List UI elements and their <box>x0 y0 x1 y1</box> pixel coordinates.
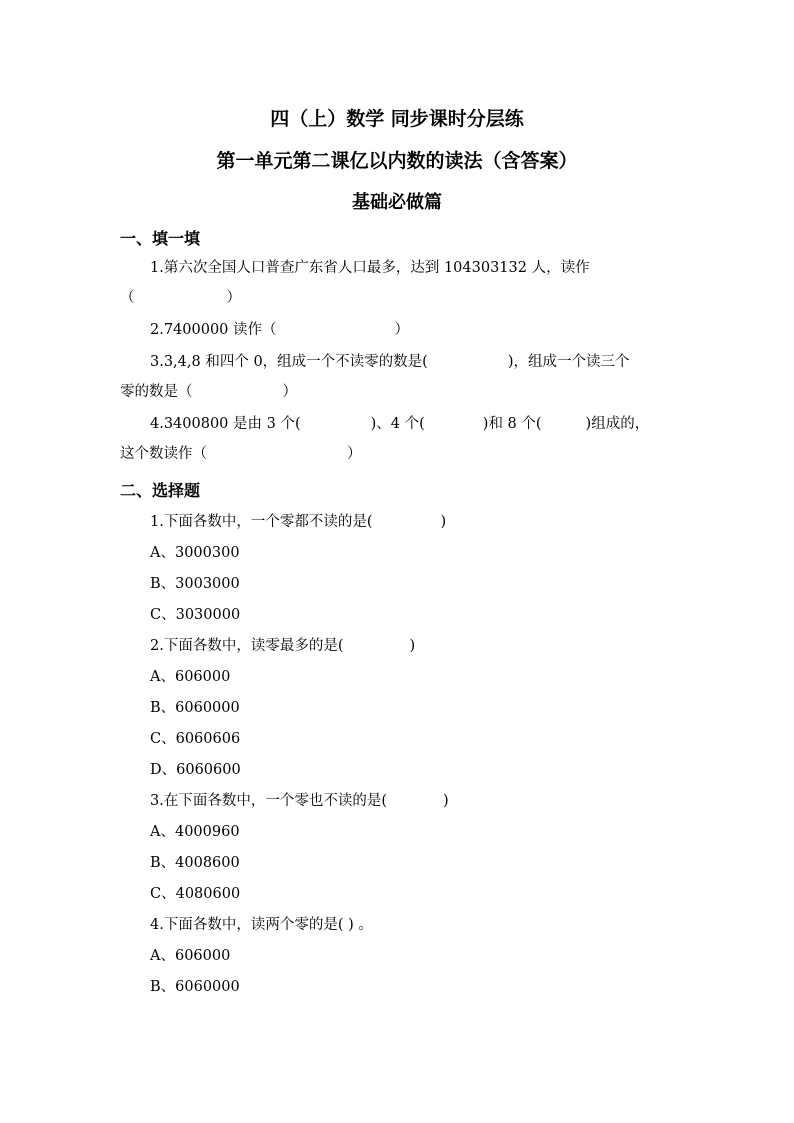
option: B、6060000 <box>150 700 240 716</box>
part1-q3-line1 <box>150 352 629 372</box>
paren-close: ） <box>347 446 362 462</box>
part2-q2-stem <box>150 636 415 656</box>
part1-q4-line2 <box>120 444 362 464</box>
question-text: 2.下面各数中，读零最多的是( <box>150 638 344 654</box>
part1-q3-line2 <box>120 382 297 402</box>
part2-q3-stem <box>150 791 449 811</box>
option: C、4080600 <box>150 886 241 902</box>
part1-q1-line2 <box>120 288 241 308</box>
paren-open: （ <box>120 290 135 306</box>
part2-heading: 二、选择题 <box>120 481 201 500</box>
paren-close: ） <box>394 322 410 338</box>
question-text: 零的数是（ <box>120 384 193 400</box>
part2-q1-stem <box>150 512 446 532</box>
question-text: )、4 个( <box>370 416 425 432</box>
option: A、3000300 <box>150 545 240 561</box>
question-text: 4.3400800 是由 3 个( <box>150 416 301 432</box>
question-text: 这个数读作（ <box>120 446 207 462</box>
section-title: 基础必做篇 <box>352 192 442 213</box>
option: D、6060600 <box>150 762 241 778</box>
document-title: 四（上）数学 同步课时分层练 <box>270 108 524 130</box>
option: A、606000 <box>150 948 231 964</box>
option: B、4008600 <box>150 855 240 871</box>
option: B、6060000 <box>150 979 240 995</box>
document-subtitle: 第一单元第二课亿以内数的读法（含答案） <box>216 150 578 172</box>
part1-heading: 一、填一填 <box>120 229 201 248</box>
paren-close: ) <box>409 638 416 654</box>
paren-close: ) <box>443 793 449 809</box>
paren-close: ） <box>282 384 297 400</box>
option: A、606000 <box>150 669 231 685</box>
question-text: 1.下面各数中，一个零都不读的是( <box>150 514 373 530</box>
option: A、4000960 <box>150 824 240 840</box>
question-text: 1.第六次全国人口普查广东省人口最多，达到 104303132 人，读作 <box>150 260 590 276</box>
part1-q1-line1 <box>150 258 590 278</box>
question-text: 3.3,4,8 和四个 0，组成一个不读零的数是( <box>150 354 428 370</box>
option: B、3003000 <box>150 576 240 592</box>
question-text: )和 8 个( <box>482 416 542 432</box>
part1-q2-line <box>150 320 409 340</box>
part2-q4-stem: 4.下面各数中，读两个零的是( ) 。 <box>150 917 373 933</box>
question-text: )，组成一个读三个 <box>507 354 630 370</box>
part1-q4-line1 <box>150 414 649 434</box>
question-text: 3.在下面各数中，一个零也不读的是( <box>150 793 387 809</box>
option: C、3030000 <box>150 607 241 623</box>
paren-close: ) <box>440 514 447 530</box>
option: C、6060606 <box>150 731 241 747</box>
paren-close: ） <box>226 290 241 306</box>
question-text: 2.7400000 读作（ <box>150 322 277 338</box>
question-text: )组成的， <box>585 416 650 432</box>
